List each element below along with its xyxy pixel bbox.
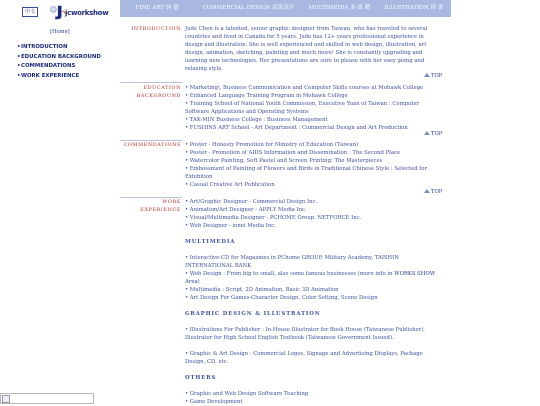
top-link-label: TOP xyxy=(431,189,443,195)
education-section xyxy=(185,84,440,132)
nav-item-education-background[interactable] xyxy=(17,53,101,63)
list-item: • Graphic & Art Design : Commercial Logos, Signage and Advertising Displays, Package Design, CD, etc. xyxy=(185,351,423,365)
list-item-text: ) xyxy=(197,279,200,285)
list-item: • Poster - Honesty Promotion for Ministry of Education (Taiwan) xyxy=(185,142,359,148)
brand-name: jcworkshow xyxy=(65,9,109,17)
list-item xyxy=(185,270,440,286)
section-label-work-experience xyxy=(140,198,181,214)
list-item: • Illustrations For Publisher : In-House Illustrator for Book House (Taiwanese Publisher), Illustrator for High School English Textbook (Taiwanese Government Issued). xyxy=(185,327,425,341)
back-to-top-link[interactable] xyxy=(424,73,442,79)
introduction-section xyxy=(185,25,440,73)
menu-fine-art[interactable]: FINE ART 純 藝 xyxy=(135,5,179,11)
list-item: • Art Design For Games-Character Design, Color Setting, Scene Design xyxy=(185,295,378,301)
bullet-icon: • xyxy=(17,44,21,50)
list-item: • Graphic and Web Design Software Teaching xyxy=(185,391,309,397)
section-label-introduction: INTRODUCTION xyxy=(131,26,181,32)
list-item: • Art/Graphic Designer - Commercial Design Inc. xyxy=(185,199,318,205)
list-item: • Casual Creative Art Publication xyxy=(185,182,275,188)
section-label-line: BACKGROUND xyxy=(136,93,181,99)
introduction-text: Jude Chen is a talented, senior graphic designer from Taiwan, who has traveled to several countries and lived in Canada for 5 years. Jude has 12+ years professional experience in design and illustration. She is well experienced and skilled in web design, illustration, art design, animation, sketching, painting and much more! She is constantly upgrading and learning new technologies. Her presentations are sure to please with her easy going and relaxing style. xyxy=(185,26,428,72)
nav-item-label[interactable]: INTRODUCTION xyxy=(21,44,68,50)
nav-item-label[interactable]: EDUCATION BACKGROUND xyxy=(21,53,101,60)
list-item: • FUSHINS ART School - Art Department : Commercial Design and Art Production xyxy=(185,125,408,131)
list-item: • Training School of National Youth Commission, Executive Yuan of Taiwan : Computer Software Applications and Operating Systems xyxy=(185,101,420,115)
nav-item-work-experience[interactable] xyxy=(17,72,101,82)
list-item: • Game Development xyxy=(185,399,243,405)
list-item: • Poster - Promotion of AIDS Information and Dissemination : The Second Place xyxy=(185,150,401,156)
back-to-top-link[interactable] xyxy=(424,189,442,195)
section-label-line: EXPERIENCE xyxy=(140,207,181,213)
left-navigation xyxy=(17,43,101,81)
subheading-graphic-design: GRAPHIC DESIGN & ILLUSTRATION xyxy=(185,311,321,317)
up-arrow-icon xyxy=(424,73,430,77)
list-item: • Interactive-CD for Magazines in PChome GROUP, Military Academy, TAISHIN INTERNATIONAL BANK xyxy=(185,255,399,269)
up-arrow-icon xyxy=(424,189,430,193)
list-item: • Multimedia : Script, 2D Animation, Basic 3D Animation xyxy=(185,287,339,293)
top-menu-bar xyxy=(120,0,451,17)
section-label-line: EDUCATION xyxy=(143,85,181,91)
list-item: • Visual/Multimedia Designer - PCHOME Group. NETFORCE Inc. xyxy=(185,215,362,221)
section-label-commendations: COMMENDATIONS xyxy=(123,142,181,148)
top-link-label: TOP xyxy=(431,73,443,79)
back-to-top-link[interactable] xyxy=(424,131,442,137)
section-divider xyxy=(120,82,182,83)
menu-illustration[interactable]: ILLUSTRATION 插 畫 xyxy=(384,5,444,11)
list-item: • Animation/Art Designer - APPLY Media Inc. xyxy=(185,207,307,213)
jc-logo-icon xyxy=(48,4,66,22)
list-item: • Embossment of Painting of Flowers and Birds in Traditional Chinese Style : Selected for Exhibition xyxy=(185,166,427,180)
section-label-line: WORK xyxy=(162,199,181,205)
subheading-multimedia: MULTIMEDIA xyxy=(185,239,236,245)
broken-image-icon xyxy=(2,395,10,403)
site-logo[interactable] xyxy=(22,4,109,22)
nav-item-label[interactable]: WORK EXPERIENCE xyxy=(21,72,80,79)
section-label-education xyxy=(137,84,181,100)
nav-item-commendations[interactable] xyxy=(17,62,101,72)
list-item: • Web Designer - ionei Media Inc. xyxy=(185,223,276,229)
up-arrow-icon xyxy=(424,131,430,135)
nav-item-introduction[interactable] xyxy=(17,43,101,53)
top-link-label: TOP xyxy=(431,131,443,137)
list-item: • Enhanced Language Training Program in Mohawk College xyxy=(185,93,348,99)
list-item: • Watercolor Painting, Soft Pastel and Screen Printing: The Masterpieces xyxy=(185,158,383,164)
language-toggle-button[interactable]: 中文 xyxy=(22,7,38,17)
bullet-icon: • xyxy=(17,72,21,79)
home-link[interactable]: [Home] xyxy=(50,29,70,35)
broken-image-placeholder xyxy=(0,393,94,404)
subheading-others: OTHERS xyxy=(185,375,217,381)
bullet-icon: • xyxy=(17,53,21,60)
menu-multimedia[interactable]: MULTIMEDIA 多 媒 體 xyxy=(308,5,371,11)
list-item: • Marketing\, Business Communication and Computer Skills courses at Mohawk College xyxy=(185,85,424,91)
list-item: • TAK-MIN Business College : Business Management xyxy=(185,117,328,123)
works-show-link[interactable]: WORKS SHOW Area xyxy=(185,271,436,285)
bullet-icon: • xyxy=(17,63,21,69)
nav-item-label[interactable]: COMMENDATIONS xyxy=(21,63,76,69)
commendations-section xyxy=(185,141,440,189)
list-item-text: • Web Design : From big to small, also some famous businesses (more info in xyxy=(185,271,395,277)
work-experience-section xyxy=(185,198,440,406)
menu-commercial-design[interactable]: COMMERCIAL DESIGN 商業設計 xyxy=(202,5,295,11)
